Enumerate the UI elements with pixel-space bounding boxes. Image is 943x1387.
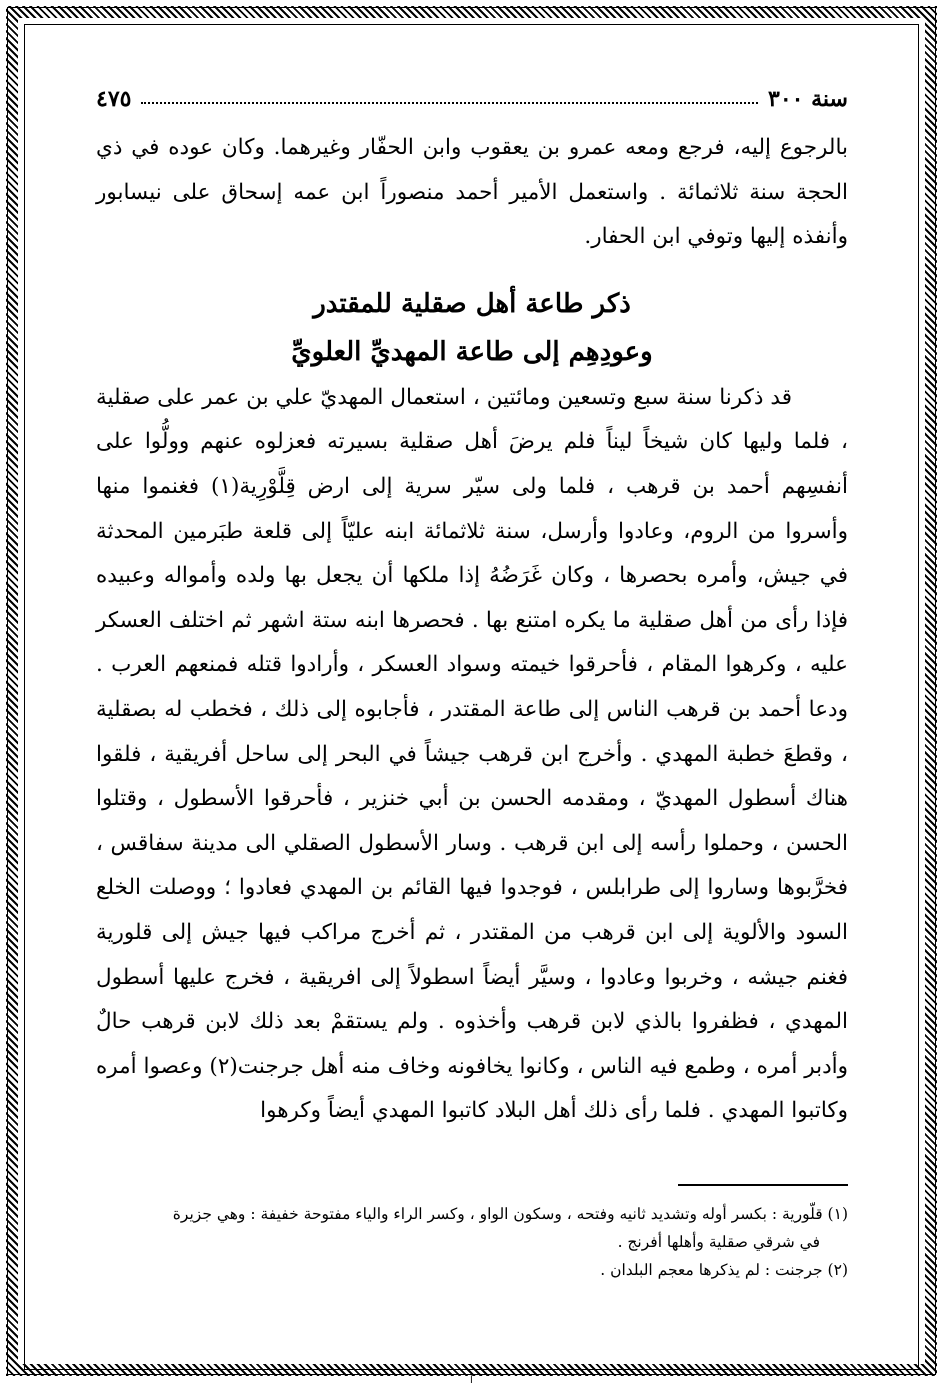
footnote-2 [96,1256,848,1284]
page-number: ٤٧٥ [96,86,132,112]
running-header [96,80,848,112]
header-dot-leader [141,102,758,104]
footnote-1-line-2: في شرقي صقلية وأهلها أفرنج . [617,1232,820,1251]
footnote-1-line-1: (١) قلّورية : بكسر أوله وتشديد ثانيه وفتحه ، وسكون الواو ، وكسر الراء والياء مفتوحة خفيفة : وهي جزيرة [172,1204,848,1223]
header-year: سنة ٣٠٠ [768,86,848,112]
main-paragraph-text: قد ذكرنا سنة سبع وتسعين ومائتين ، استعمال المهديّ علي بن عمر على صقلية ، فلما وليها كان شيخاً ليناً فلم يرضَ أهل صقلية بسيرته فعزلوه عنهم وولُّوا على أنفسِهم أحمد بن قرهب ، فلما ولى سيّر سرية إلى ارض قِلَّوْرِية(١) فغنموا منها وأسروا من الروم، وعادوا وأرسل، سنة ثلاثمائة ابنه عليّاً إلى قلعة طبَرمين المحدثة في جيش، وأمره بحصرها ، وكان غَرَضُهُ إذا ملكها أن يجعل بها ولده وأمواله وعبيده فإذا رأى من أهل صقلية ما يكره امتنع بها . فحصرها ابنه ستة اشهر ثم اختلف العسكر عليه ، وكرهوا المقام ، فأحرقوا خيمته وسواد العسكر ، وأرادوا قتله فمنعهم العرب . ودعا أحمد بن قرهب الناس إلى طاعة المقتدر ، فأجابوه إلى ذلك ، فخطب له بصقلية ، وقطعَ خطبة المهدي . وأخرج ابن قرهب جيشاً في البحر إلى ساحل أفريقية ، فلقوا هناك أسطول المهديّ ، ومقدمه الحسن بن أبي خنزير ، فأحرقوا الأسطول ، وقتلوا الحسن ، وحملوا رأسه إلى ابن قرهب . وسار الأسطول الصقلي الى مدينة سفاقس ، فخرَّبوها وساروا إلى طرابلس ، فوجدوا فيها القائم بن المهدي فعادوا ؛ ووصلت الخلع السود والألوية إلى ابن قرهب من المقتدر ، ثم أخرج مراكب فيها جيش إلى قلورية فغنم جيشه ، وخربوا وعادوا ، وسيَّر أيضاً اسطولاً إلى افريقية ، فخرج عليها أسطول المهدي ، فظفروا بالذي لابن قرهب وأخذوه . ولم يستقمْ بعد ذلك لابن قرهب حالٌ وأدبر أمره ، وطمع فيه الناس ، وكانوا يخافونه وخاف منه أهل جرجنت(٢) وعصوا أمره وكاتبوا المهدي . فلما رأى ذلك أهل البلاد كاتبوا المهدي أيضاً وكرهوا [96,384,849,1124]
section-title-line-1: ذكر طاعة أهل صقلية للمقتدر [313,288,631,319]
opening-paragraph: بالرجوع إليه، فرجع ومعه عمرو بن يعقوب وابن الحفّار وغيرهما. وكان عوده في ذي الحجة سنة ثلاثمائة . واستعمل الأمير أحمد منصوراً ابن عمه إسحاق على نيسابور وأنفذه إليها وتوفي ابن الحفار. [96,135,848,250]
bottom-marker: أ [470,1375,473,1386]
footnote-separator [678,1184,848,1186]
section-title-line-2: وعودِهِم إلى طاعة المهديِّ العلويِّ [291,336,653,367]
footnote-1 [96,1200,848,1256]
book-page [96,80,848,1284]
main-paragraph [96,376,848,1134]
footnote-2-line-1: (٢) جرجنت : لم يذكرها معجم البلدان . [600,1260,848,1279]
